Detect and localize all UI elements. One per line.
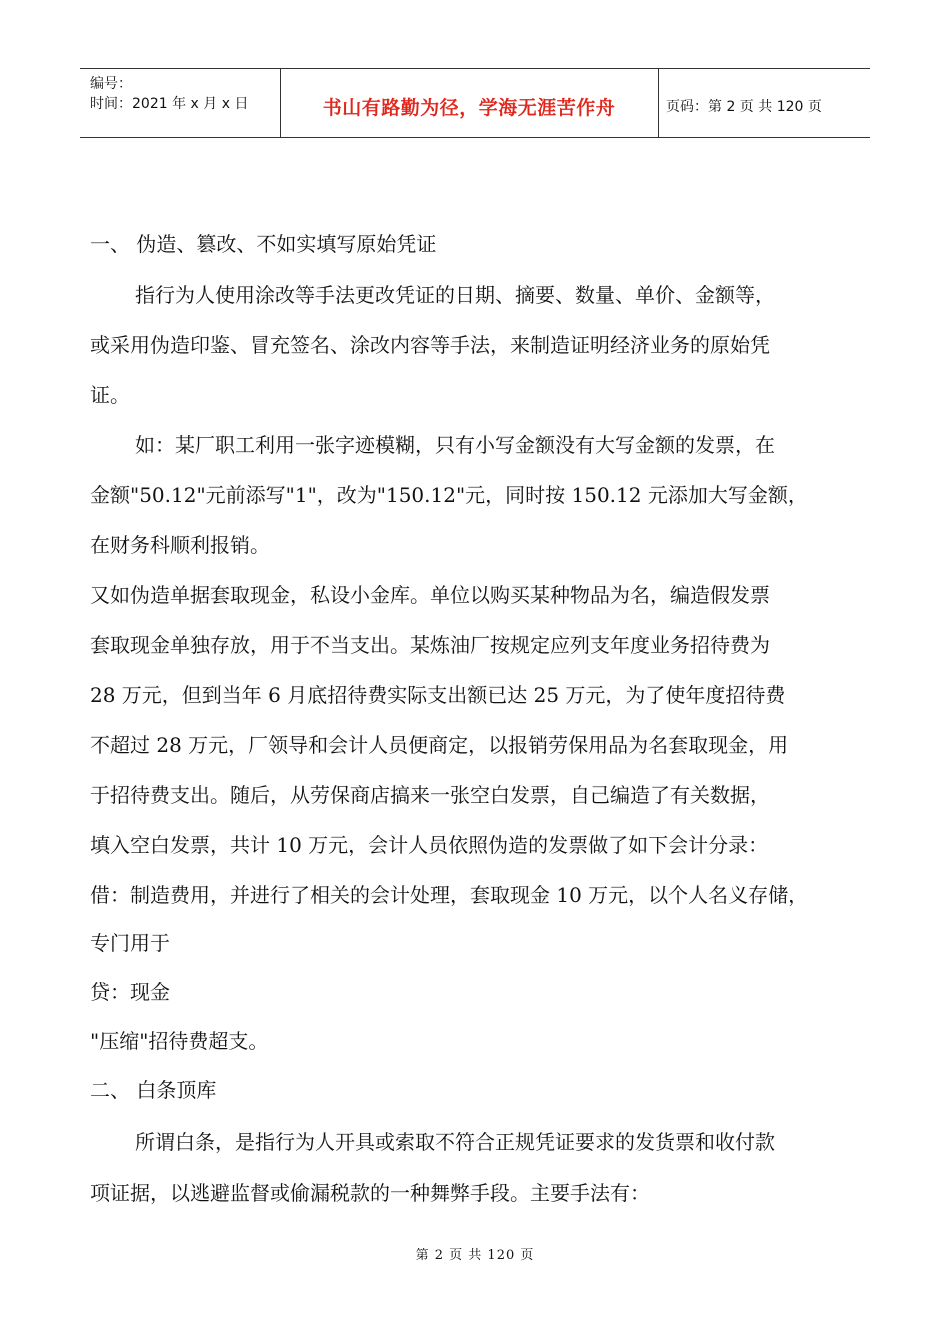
time-label: 时间：2021 年 x 月 x 日 — [90, 96, 249, 112]
paragraph-line: 于招待费支出。随后，从劳保商店搞来一张空白发票，自己编造了有关数据， — [90, 783, 770, 807]
document-header — [80, 68, 870, 138]
paragraph-line: 套取现金单独存放，用于不当支出。某炼油厂按规定应列支年度业务招待费为 — [90, 633, 770, 657]
paragraph-line: 专门用于 — [90, 931, 170, 955]
page-footer: 第 2 页 共 120 页 — [415, 1248, 535, 1263]
number-label: 编号： — [90, 76, 132, 92]
header-meta-cell — [80, 69, 281, 137]
paragraph-line: 贷：现金 — [90, 980, 170, 1004]
paragraph-line: "压缩"招待费超支。 — [90, 1029, 269, 1053]
paragraph-line: 项证据，以逃避监督或偷漏税款的一种舞弊手段。主要手法有： — [90, 1181, 650, 1205]
paragraph-line: 指行为人使用涂改等手法更改凭证的日期、摘要、数量、单价、金额等， — [135, 283, 775, 307]
header-page-cell — [658, 69, 870, 137]
section-heading-2: 二、 白条顶库 — [90, 1078, 217, 1102]
paragraph-line: 不超过 28 万元，厂领导和会计人员便商定，以报销劳保用品为名套取现金，用 — [90, 733, 789, 757]
paragraph-line: 金额"50.12"元前添写"1"，改为"150.12"元，同时按 150.12 元添加大写金额， — [90, 483, 808, 507]
paragraph-line: 证。 — [90, 383, 130, 407]
motto-text: 书山有路勤为径，学海无涯苦作舟 — [322, 97, 616, 119]
paragraph-line: 如：某厂职工利用一张字迹模糊，只有小写金额没有大写金额的发票，在 — [135, 433, 775, 457]
paragraph-line: 填入空白发票，共计 10 万元，会计人员依照伪造的发票做了如下会计分录： — [90, 833, 769, 857]
page-info: 页码：第 2 页 共 120 页 — [666, 99, 822, 115]
paragraph-line: 在财务科顺利报销。 — [90, 533, 270, 557]
section-heading-1: 一、 伪造、篡改、不如实填写原始凭证 — [90, 232, 437, 256]
paragraph-line: 又如伪造单据套取现金，私设小金库。单位以购买某种物品为名，编造假发票 — [90, 583, 770, 607]
paragraph-line: 28 万元，但到当年 6 月底招待费实际支出额已达 25 万元，为了使年度招待费 — [90, 683, 786, 707]
paragraph-line: 借：制造费用，并进行了相关的会计处理，套取现金 10 万元，以个人名义存储， — [90, 883, 809, 907]
paragraph-line: 所谓白条，是指行为人开具或索取不符合正规凭证要求的发货票和收付款 — [135, 1130, 775, 1154]
header-motto-cell — [280, 69, 659, 137]
paragraph-line: 或采用伪造印鉴、冒充签名、涂改内容等手法，来制造证明经济业务的原始凭 — [90, 333, 770, 357]
